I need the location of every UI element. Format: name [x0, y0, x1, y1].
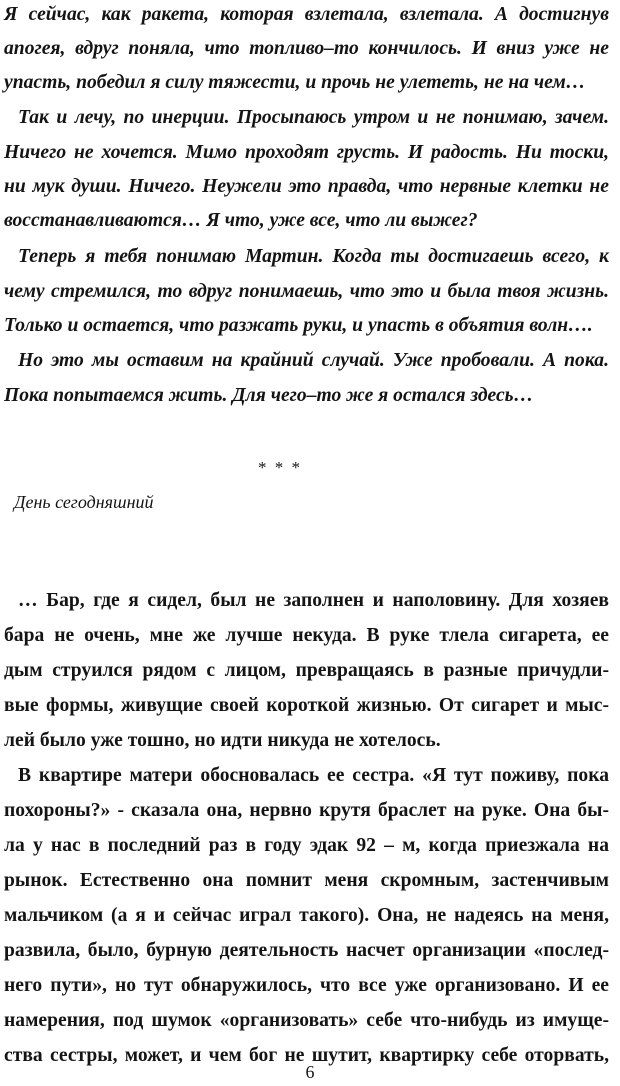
page-number: 6: [305, 1062, 315, 1082]
text-line: чему стремился, то вдруг понимаешь, что это и была твоя жизнь.: [4, 281, 609, 302]
section-separator: * * *: [258, 458, 302, 477]
text-line: ства сестры, может, и чем бог не шутит, квартирку себе оторвать,: [4, 1045, 609, 1066]
text-line: Так и лечу, по инерции. Просыпаюсь утром и не понимаю, зачем.: [18, 107, 609, 128]
text-line: похороны?» - сказала она, нервно крутя браслет на руке. Она бы-: [4, 800, 609, 821]
text-line: лей было уже тошно, но идти никуда не хотелось.: [4, 730, 441, 751]
text-line: апогея, вдруг поняла, что топливо–то кончилось. И вниз уже не: [4, 38, 609, 59]
text-line: ла у нас в последний раз в году эдак 92 – м, когда приезжала на: [4, 835, 609, 856]
text-line: мальчиком (а я и сейчас играл такого). Она, не надеясь на меня,: [4, 905, 609, 926]
text-line: развила, было, бурную деятельность насчет организации «послед-: [4, 940, 609, 961]
text-line: Пока попытаемся жить. Для чего–то же я остался здесь…: [4, 385, 534, 406]
text-line: него пути», но тут обнаружилось, что все уже организовано. И ее: [4, 975, 609, 996]
text-line: рынок. Естественно она помнит меня скромным, застенчивым: [4, 870, 609, 891]
text-line: В квартире матери обосновалась ее сестра. «Я тут поживу, пока: [18, 765, 609, 786]
text-line: Только и остается, что разжать руки, и упасть в объятия волн….: [4, 315, 593, 336]
section-heading: День сегодняшний: [14, 492, 154, 512]
text-line: Но это мы оставим на крайний случай. Уже пробовали. А пока.: [18, 350, 609, 371]
text-line: дым струился рядом с лицом, превращаясь в разные причудли-: [4, 660, 609, 681]
text-line: бара не очень, мне же лучше некуда. В руке тлела сигарета, ее: [4, 625, 609, 646]
text-line: упасть, победил я силу тяжести, и прочь не улететь, не на чем…: [4, 72, 586, 93]
text-line: ни мук души. Ничего. Неужели это правда, что нервные клетки не: [4, 176, 609, 197]
text-line: восстанавливаются… Я что, уже все, что ли выжег?: [4, 210, 478, 231]
text-line: … Бар, где я сидел, был не заполнен и наполовину. Для хозяев: [18, 590, 609, 611]
text-line: намерения, под шумок «организовать» себе что-нибудь из имуще-: [4, 1010, 609, 1031]
text-line: Ничего не хочется. Мимо проходят грусть. И радость. Ни тоски,: [4, 142, 609, 163]
text-line: вые формы, живущие своей короткой жизнью. От сигарет и мыс-: [4, 695, 609, 716]
text-line: Теперь я тебя понимаю Мартин. Когда ты достигаешь всего, к: [18, 246, 609, 267]
text-line: Я сейчас, как ракета, которая взлетала, взлетала. А достигнув: [4, 4, 609, 25]
